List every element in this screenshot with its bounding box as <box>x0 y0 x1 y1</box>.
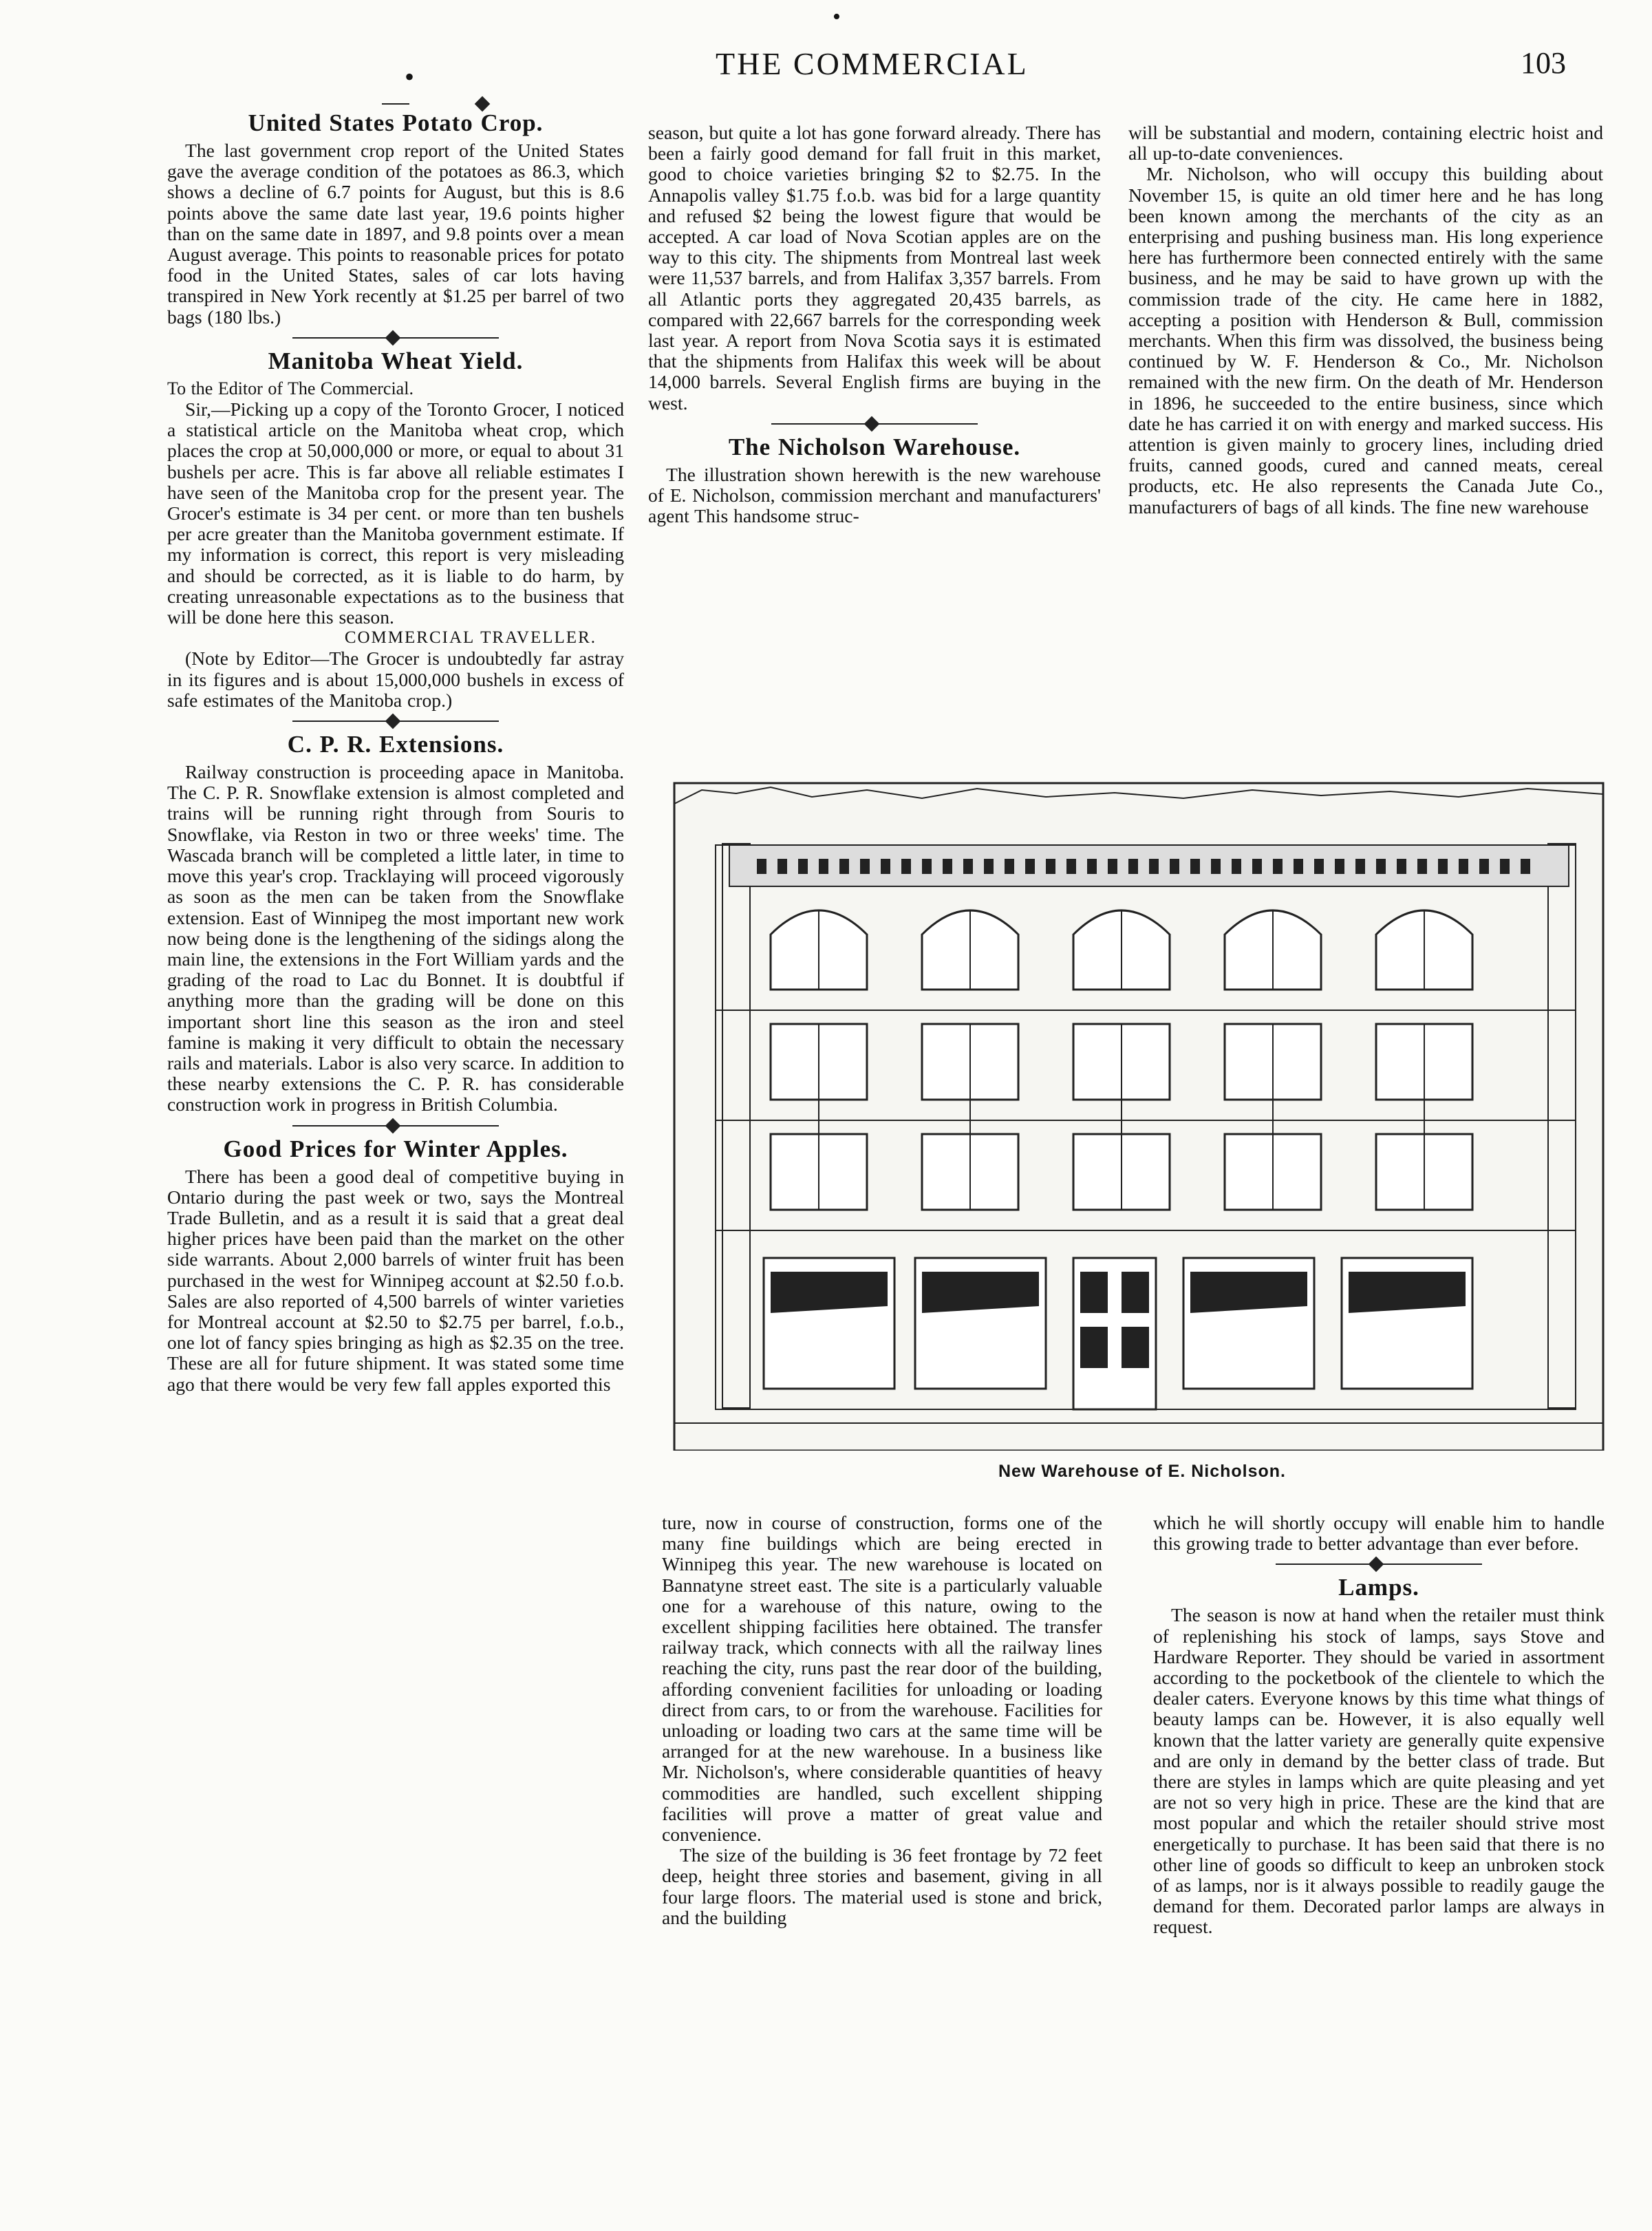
article-potato-body: The last government crop report of the United States gave the average condition of the potatoes as 86.3, which shows a decline of 6.7 points for August, but this is 8.6 points above the same date last year, 19.6 points higher than on the same date in 1897, and 9.8 points over a mean August average. This points to reasonable prices for potato food in the United States, sales of car lots having transpired in New York recently at $1.25 per barrel of two bags (180 lbs.) <box>167 140 624 328</box>
article-nicholson-intro: The illustration shown herewith is the new warehouse of E. Nicholson, commission merchant and manufacturers' agent This handsome struc- <box>648 463 1101 527</box>
article-nicholson-bio: Mr. Nicholson, who will occupy this building about November 15, is quite an old timer here and he has long been known among the merchants of the city as an enterprising and pushing business man. His long experience here has furthermore been connected entirely with the same business, and he may be said to have grown up with the commission trade of the city. He came here in 1882, accepting a position with Henderson & Bull, commission merchants. When this firm was dissolved, the business being continued by W. F. Henderson & Co., Mr. Nicholson remained with the new firm. On the death of Mr. Henderson in 1896, he succeeded to the entire business, since which date he has carried it on with energy and marked success. His attention is given mainly to grocery lines, including dried fruits, canned goods, cured and canned meats, cereal products, etc. He also represents the Canada Jute Co., manufacturers of bags of all kinds. The fine new warehouse <box>1128 163 1603 517</box>
letter-salutation: To the Editor of The Commercial. <box>167 378 414 398</box>
article-apples-continued: season, but quite a lot has gone forward already. There has been a fairly good demand for fall fruit in this market, good to choice varieties bringing $2 to $2.75. In the Annapolis valley $1.75 f.o.b. was bid for a large quantity and refused $2 being the lowest figure that would be accepted. A car load of Nova Scotian apples are on the way to this city. The shipments from Montreal last week were 11,537 barrels, and from Halifax 3,357 barrels. From all Atlantic ports they aggregated 20,435 barrels, as compared with 22,667 barrels for the corresponding week last year. A report from Nova Scotia says it is estimated that the shipments from Halifax this week will be about 14,000 barrels. Several English firms are buying in the west. <box>648 122 1101 414</box>
warehouse-illustration <box>661 762 1624 1481</box>
column-1 <box>167 103 624 1395</box>
section-rule <box>382 103 409 105</box>
letter-signature: COMMERCIAL TRAVELLER. <box>344 628 597 648</box>
article-nicholson-structure: ture, now in course of construction, forms one of the many fine buildings which are being erected in Winnipeg this year. The new warehouse is located on Bannatyne street east. The site is a particularly valuable one for a warehouse of this nature, owing to the excellent shipping facilities here obtained. The transfer railway track, which connects with all the railway lines reaching the city, runs past the rear door of the building, affording convenient facilities for unloading or loading direct from cars, to or from the warehouse. Facilities for unloading or loading two cars at the same time will be arranged for at the new warehouse. In a business like Mr. Nicholson's, where considerable quantities of heavy commodities are handled, such excellent shipping facilities will prove a matter of great value and convenience. <box>662 1512 1102 1846</box>
headline-wheat-yield: Manitoba Wheat Yield. <box>268 347 524 374</box>
headline-winter-apples: Good Prices for Winter Apples. <box>223 1135 568 1162</box>
article-nicholson-closing: which he will shortly occupy will enable him to handle this growing trade to better advantage than ever before. <box>1153 1512 1605 1555</box>
top-dot: • <box>833 4 841 30</box>
column-3-bottom <box>1153 1513 1605 1938</box>
section-rule <box>292 337 499 339</box>
page-title: THE COMMERCIAL <box>716 46 1029 81</box>
warehouse-drawing <box>661 762 1624 1451</box>
editor-note: (Note by Editor—The Grocer is undoubtedly far astray in its figures and is about 15,000,000 bushels in excess of safe estimates of the Manitoba crop.) <box>167 648 624 711</box>
headline-potato-crop: United States Potato Crop. <box>248 109 544 136</box>
illustration-caption: New Warehouse of E. Nicholson. <box>998 1462 1286 1481</box>
column-2-bottom <box>662 1513 1102 1928</box>
headline-lamps: Lamps. <box>1338 1574 1419 1601</box>
page-header <box>0 45 1652 94</box>
section-rule <box>771 423 978 425</box>
article-lamps-body: The season is now at hand when the retailer must think of replenishing his stock of lamps, says Stove and Hardware Reporter. They should be varied in assortment according to the pocketbook of the clientele to which the dealer caters. Everyone knows by this time what things of beauty lamps can be. However, it is also equally well known that the latter variety are generally quite expensive and are only in demand by the better class of trade. But there are styles in lamps which are quite pleasing and yet are not so very high in price. These are the kind that are most popular and which the retailer should strive most energetically to purchase. It has been said that there is no other line of goods so difficult to keep an unbroken stock of as lamps, nor is it always possible to readily gauge the demand for them. Decorated parlor lamps are always in request. <box>1153 1604 1605 1938</box>
column-3-top <box>1128 122 1603 517</box>
article-apples-body: There has been a good deal of competitive buying in Ontario during the past week or two, says the Montreal Trade Bulletin, and as a result it is said that a great deal higher prices have been paid than the market on the other side warrants. About 2,000 barrels of winter fruit has been purchased in the west for Winnipeg account at $2.50 f.o.b. Sales are also reported of 4,500 barrels of winter varieties for Montreal account at $2.50 to $2.75 per barrel, f.o.b., one lot of fancy spies bringing as high as $2.35 on the tree. These are all for future shipment. It was stated some time ago that there would be very few fall apples exported this <box>167 1165 624 1395</box>
headline-cpr-extensions: C. P. R. Extensions. <box>287 731 504 758</box>
article-nicholson-building: will be substantial and modern, containing electric hoist and all up-to-date conveniences. <box>1128 122 1603 164</box>
section-rule <box>292 720 499 722</box>
column-2-top <box>648 122 1101 526</box>
page-number: 103 <box>1521 46 1566 80</box>
section-rule <box>1276 1563 1482 1565</box>
headline-nicholson-warehouse: The Nicholson Warehouse. <box>728 433 1021 460</box>
section-rule <box>292 1125 499 1127</box>
article-nicholson-size: The size of the building is 36 feet frontage by 72 feet deep, height three stories and basement, giving in all four large floors. The material used is stone and brick, and the building <box>662 1844 1102 1928</box>
header-dot: • <box>405 61 415 92</box>
article-cpr-body: Railway construction is proceeding apace in Manitoba. The C. P. R. Snowflake extension is almost completed and trains will be running right through from Souris to Snowflake, via Reston in two or three weeks' time. The Wascada branch will be completed a little later, in time to move this year's crop. Tracklaying will proceed vigorously as soon as the men can be taken from the Snowflake extension. East of Winnipeg the most important new work now being done is the lengthening of the sidings along the main line, the extensions in the Fort William yards and the grading of the road to Lac du Bonnet. It is doubtful if anything more than the grading will be done on this important short line this season as the iron and steel famine is making it very difficult to obtain the necessary rails and materials. Labor is also very scarce. In addition to these nearby extensions the C. P. R. has considerable construction work in progress in British Columbia. <box>167 761 624 1116</box>
article-wheat-body: Sir,—Picking up a copy of the Toronto Grocer, I noticed a statistical article on the Manitoba wheat crop, which places the crop at 50,000,000 or more, or equal to about 31 bushels per acre. This is far above all reliable estimates I have seen of the Manitoba crop for the present year. The Grocer's estimate is 34 per cent. or more than ten bushels per acre greater than the Manitoba government estimate. If my information is correct, this report is very misleading and should be corrected, as it is liable to do harm, by creating unreasonable expectations as to the business that will be done here this season. <box>167 398 624 628</box>
